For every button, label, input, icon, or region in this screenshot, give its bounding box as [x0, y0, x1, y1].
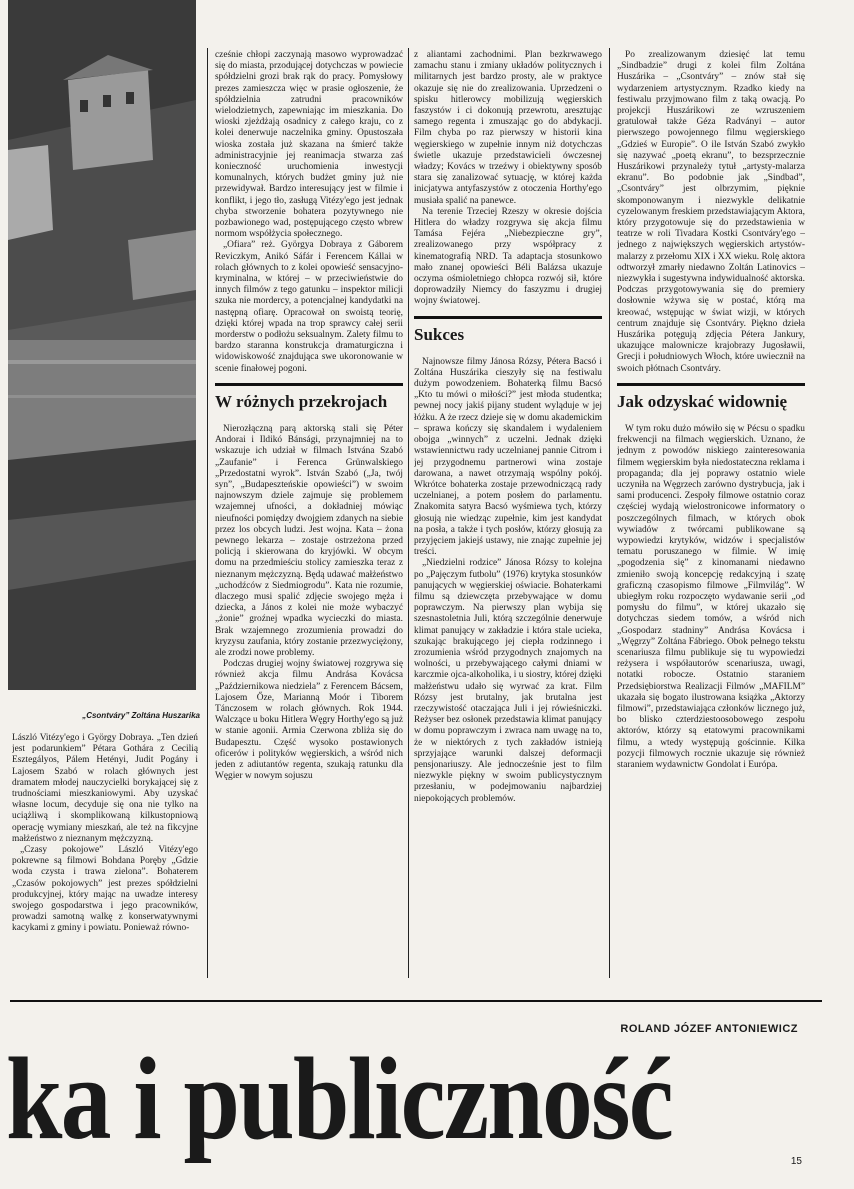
paragraph: „Niedzielni rodzice” Jánosa Rózsy to kolejna po „Pajęczym futbolu” (1976) krytyka stosunków panujących w węgierskiej oświacie. Bohaterkami filmu są dziewczęta przebywające w domu poprawczym. Na pierwszy plan wybija się szesnastoletnia Juli, którą szczególnie denerwuje klimat panujący w zakładzie i która stale ucieka, szukając brakującego jej ciepła rodzinnego i zrozumienia wśród przygodnych znajomych na wolności, u przebywającego całymi dniami w karczmie ojca-alkoholika, i u siostry, której dzięki małżeństwu udało się wyrwać za krat. Film Rózsy jest brutalny, jak brutalna jest rzeczywistość otaczająca Juli i jej rówieśniczki. Reżyser bez osłonek przedstawia klimat panujący w domu poprawczym i zwraca nam uwagę na to, że w niektórych z tych zakładów istnieją sprzyjające warunki dalszej deformacji pensjonariuszy. Ale jednocześnie jest to film niezwykle piękny w swoim publicystycznym przesłaniu, w podejmowaniu najbardziej niepokojących problemów. — [414, 558, 602, 804]
column-divider — [207, 48, 208, 978]
section-heading: Sukces — [414, 324, 465, 344]
byline-rule — [10, 1000, 822, 1002]
film-still-photo — [8, 0, 196, 690]
photo-caption: „Csontváry” Zoltána Huszarika — [82, 711, 200, 720]
section-heading-block — [617, 383, 805, 412]
paragraph: Na terenie Trzeciej Rzeszy w okresie dojścia Hitlera do władzy rozgrywa się akcja filmu Tamása Fejéra „Niebezpieczne gry”, zrealizowanego przy współpracy z kinematografią NRD. Ta adaptacja stosunkowo mało znanej opowieści Béli Balázsa ukazuje oczyma ośmioletniego chłopca rozwój sił, które doprowadziły Niemcy do faszyzmu i drugiej wojny światowej. — [414, 206, 602, 307]
paragraph: cześnie chłopi zaczynają masowo wyprowadzać się do miasta, przodującej dotychczas w powiecie spółdzielni grozi brak rąk do pracy. Pomysłowy prezes zamieszcza więc w prasie ogłoszenie, że spółdzielnia zatrudni pracowników wielodzietnych, zapewniając im mieszkania. Do wioski zjeżdżają osadnicy z całego kraju, co z kolei denerwuje naczelnika gminy. Opustoszała wioska została już skazana na śmierć także administracyjnie jej reanimacja stwarza zaś konieczność uruchomienia inwestycji komunalnych, których budżet gminy już nie przewidywał. Bardzo interesujący jest w filmie i konflikt, i jego tło, zasługą Vitézy'ego jest jednak chyba stworzenie bohatera pozytywnego nie pozbawionego wad, postępującego często wbrew normom współżycia społecznego. — [215, 50, 403, 240]
section-heading: Jak odzyskać widownię — [617, 391, 788, 411]
column-divider — [408, 48, 409, 978]
paragraph: Po zrealizowanym dziesięć lat temu „Sindbadzie” drugi z kolei film Zoltána Huszárika – „Csontváry” – znów stał się wydarzeniem artystycznym. Rzadko kiedy na festiwalu przyjmowano film z taką owacją. Po projekcji Huszárikowi ze wzruszeniem gratulował także Géza Radványi – autor pierwszego powojennego filmu węgierskiego „Gdzieś w Europie”. O ile István Szabó zwykło się nazywać „poetą ekranu”, to bezsprzecznie Huszárikowi przynależy tytuł „artysty-malarza ekranu”. Bo podobnie jak „Sindbad”, „Csontváry” jest olbrzymim, pięknie skomponowanym i niezwykle delikatnie cyzelowanym freskiem przedstawiającym Aktora, który przygotowuje się do przedstawienia w teatrze w roli Tivadara Kostki Csontváry'ego – jednego z największych węgierskich artystów-malarzy z przełomu XIX i XX wieku. Rolę aktora odtworzył zmarły niedawno Zoltán Latinovics – niezwykła i sugestywna indywidualność aktorska. Podczas przygotowywania się do premiery dosłownie wżywa się w postać, którą ma kreować, wstępując w świat wizji, w których centrum znajduje się Csontváry. Piękno dzieła Huszárika potęgują zdjęcia Pétera Jankury, ukazujące malownicze krajobrazy Jugosławii, Grecji i południowych Włoch, które uwiecznił na swoich płótnach Csontváry. — [617, 50, 805, 374]
page-number: 15 — [790, 1156, 802, 1167]
paragraph: Podczas drugiej wojny światowej rozgrywa się również akcja filmu Andrása Kovácsa „Październikowa niedziela” z Ferencem Bácsem, Lajosem Őze, Marianną Moór i Tiborem Tánczosem w rolach głównych. Rok 1944. Walczące u boku Hitlera Węgry Horthy'ego są już w stanie agonii. Armia Czerwona zbliża się do Budapesztu. Część wysoko postawionych oficerów i polityków węgierskich, a wśród nich jeden z adiutantów regenta, szukają ratunku dla Węgier w nowym sojuszu — [215, 659, 403, 782]
film-still-image — [8, 0, 196, 690]
section-heading-block — [215, 383, 403, 412]
section-heading: W różnych przekrojach — [215, 391, 388, 411]
paragraph: „Ofiara” reż. Györgya Dobraya z Gáborem Reviczkym, Anikó Sáfár i Ferencem Kállai w rolach głównych to z kolei opowieść sensacyjno-kryminalna, w której – w przeciwieństwie do innych filmów z tego gatunku – inspektor milicji szuka nie mordercy, a potencjalnej kandydatki na następną ofiarę. Opracował on swoistą teorię, dzięki której wpada na trop sprawcy całej serii morderstw o podłożu seksualnym. Zalety filmu to bardzo staranna konstrukcja dramaturgiczna i widowiskowość znajdująca swe ukoronowanie w scenie finałowej pogoni. — [215, 240, 403, 374]
paragraph: „Czasy pokojowe” László Vitézy'ego pokrewne są filmowi Bohdana Poręby „Gdzie woda czysta i trawa zielona”. Bohaterem „Czasów pokojowych” jest prezes spółdzielni produkcyjnej, który mając na uwadze interesy swojego gospodarstwa i jego pracowników, prowadzi samotną walkę z konserwatywnymi kacykami z gminy i powiatu. Ponieważ równo- — [12, 845, 198, 934]
article-title: ka i publiczność — [6, 1033, 673, 1164]
paragraph: László Vitézy'ego i György Dobraya. „Ten dzień jest podarunkiem” Pétara Gothára z Cecilią Esztegályos, Pálem Hetényi, Judit Pogány i Lajosem Szabó w rolach głównych jest dramatem młodej nauczycielki borykającej się z trudnościami mieszkaniowymi. Aby uzyskać własne locum, decyduje się ona nie tylko na uciążliwą i skomplikowaną kilkustopniową operację wymiany mieszkań, ale też na fikcyjne małżeństwo z nieznanym mężczyzną. — [12, 733, 198, 844]
paragraph: Nierozłączną parą aktorską stali się Péter Andorai i Ildikó Bánsági, przynajmniej na to wskazuje ich udział w filmach Istvána Szabó „Zaufanie” i Ferenca Grünwalskiego „Przedostatni wyrok”. István Szabó („Ja, twój syn”, „Budapeszteńskie opowieści”) w swoim najnowszym dziele zajmuje się problemem wzajemnej ufności, a dokładniej mówiąc nieufności pomiędzy dwojgiem zdanych na siebie przez los obcych ludzi. Jest wojna. Kata – żona pewnego lekarza – zostaje ostrzeżona przed policją i skierowana do kryjówki. W obcym domu na przedmieściu stolicy zamieszka teraz z nieznanym mężczyzną. Będą udawać małżeństwo „uchodźców z Siedmiogrodu”. Kata nie rozumie, dlaczego musi spalić zdjęcie swojego męża i dziecka, a János z kolei nie może wybaczyć „żonie” groźnej wpadka wycieczki do miasta. Brak wzajemnego zrozumienia prowadzi do kryzysu zaufania, który zostanie przezwyciężony, ale zrodzi nowe problemy. — [215, 423, 403, 658]
column-3 — [414, 50, 602, 990]
section-heading-block — [414, 316, 602, 345]
column-2 — [215, 50, 403, 990]
paragraph: Najnowsze filmy Jánosa Rózsy, Pétera Bacsó i Zoltána Huszárika cieszyły się na festiwalu dużym powodzeniem. Bohaterką filmu Bacsó „Kto tu mówi o miłości?” jest młoda studentka; pewnej nocy jakiś pijany student wyląduje w jej łóżku. A że rzecz dzieje się w domu akademickim – sprawa kończy się skandalem i wydaleniem obojga „winnych” z uczelni. Jednak dzięki wstawiennictwu rady uczelnianej pannie Citrom i jej przygodnemu partnerowi wina zostaje darowana, a nawet otrzymają wspólny pokój. Wkrótce bohaterka zostaje przewodniczącą rady uczelnianej, a potem posłem do parlamentu. Znakomita satyra Bacsó wyśmiewa tych, którzy głosują nie wiedząc zupełnie, kim jest kandydat na posła, a także i tych posłów, którzy głosują za przyjęciem jakiejś ustawy, nie znając zupełnie jej treści. — [414, 356, 602, 558]
column-divider — [609, 48, 610, 978]
paragraph: z aliantami zachodnimi. Plan bezkrwawego zamachu stanu i zmiany układów politycznych i militarnych jest bardzo prosty, ale w praktyce okazuje się nie do zrealizowania. Uprzedzeni o spisku hitlerowcy mobilizują węgierskich faszystów i ci dokonują przewrotu, aresztując samego regenta i zmuszając go do abdykacji. Film chyba po raz pierwszy w historii kina węgierskiego w zupełnie innym niż dotychczas świetle ukazuje przedstawicieli ówczesnej władzy; Kovács w trzeźwy i obiektywny sposób stara się zanalizować sytuację, w której każda inicjatywa antyfaszystów z otoczenia Horthy'ego musiała spalić na panewce. — [414, 50, 602, 206]
column-1 — [12, 733, 198, 981]
column-4 — [617, 50, 805, 990]
paragraph: W tym roku dużo mówiło się w Pécsu o spadku frekwencji na filmach węgierskich. Uznano, że jednym z powodów niskiego zainteresowania filmem węgierskim była niedostateczna reklama i propaganda; dla jej poprawy ostatnio wiele uczyniła na Węgrzech zarówno dystrybucja, jak i sami producenci. Zespoły filmowe ostatnio coraz częściej wydają wielostronicowe informatory o poszczególnych filmach, w których obok wywiadów z twórcami publikowane są wypowiedzi krytyków, widzów i specjalistów tematu poruszanego w filmie. W imię „pogodzenia się” z kinomanami niedawno zmieniło swoją koncepcję redakcyjną i szatę graficzną czasopismo filmowe „Filmvilág”. W ubiegłym roku rozpoczęto wydawanie serii „od pomysłu do filmu”, w której ukazało się dotychczas siedem tomów, a wśród nich „Gospodarz stadniny” Andrása Kovácsa i „Węgrzy” Zoltána Fábriego. Obok pełnego tekstu scenariusza filmu publikuje się tu wypowiedzi reżysera i współautorów scenariusza, uwagi, notatki robocze. Ostatnio staraniem Przedsiębiorstwa Realizacji Filmów „MAFILM” ukazała się bogato ilustrowana książka „Aktorzy filmowi”, przedstawiająca członków licznego już, bo blisko czterdziestoosobowego zespołu aktorów, którzy są etatowymi pracownikami filmu, a wtedy występują gościnnie. Kilka pozycji filmowych rocznie ukazuje się również staraniem wydawnictw Gondolat i Európa. — [617, 423, 805, 770]
author-byline: ROLAND JÓZEF ANTONIEWICZ — [620, 1023, 798, 1035]
